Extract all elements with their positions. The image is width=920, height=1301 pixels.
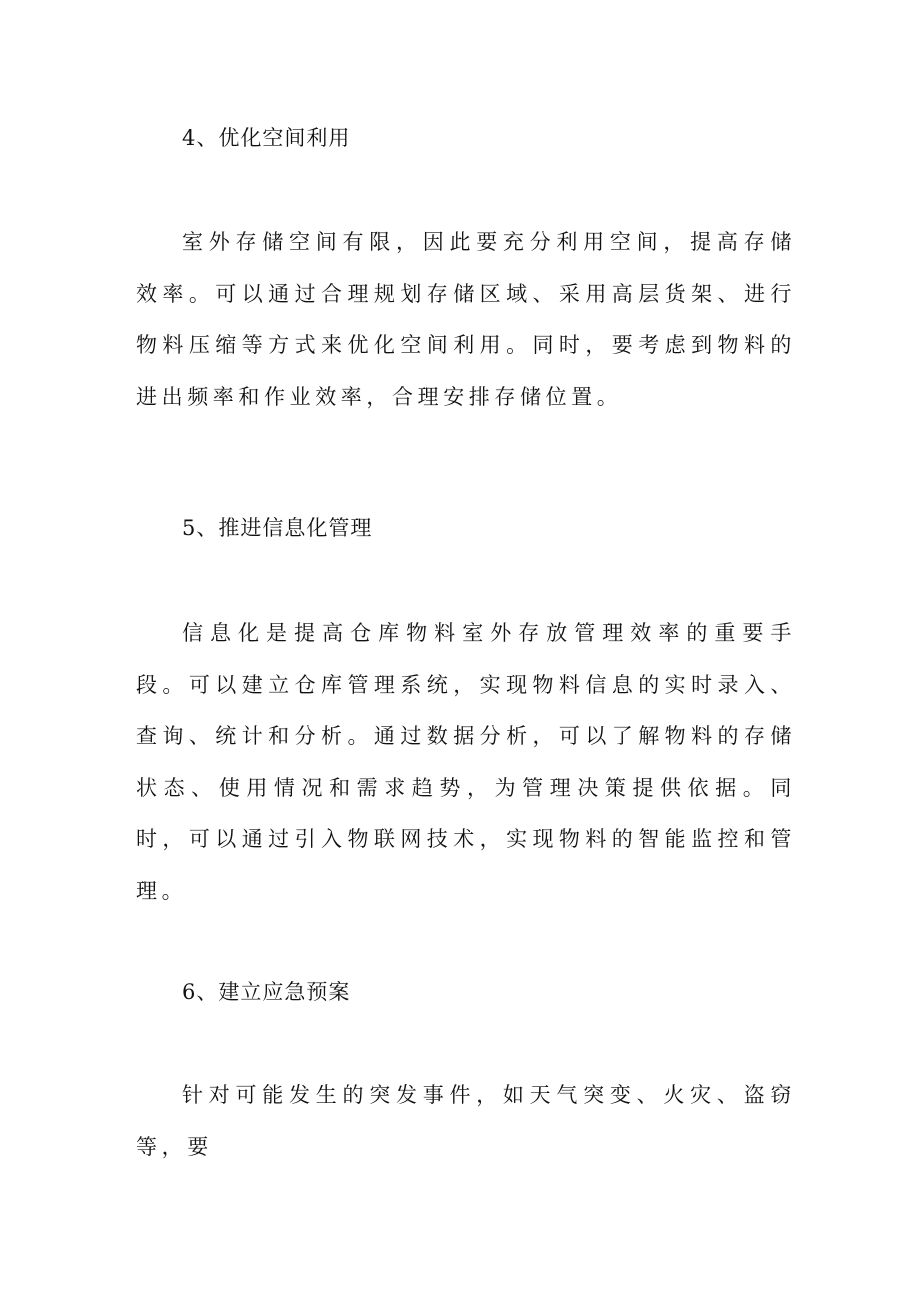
section-paragraph-4: 室外存储空间有限，因此要充分利用空间，提高存储效率。可以通过合理规划存储区域、采用高层货架、进行物料压缩等方式来优化空间利用。同时，要考虑到物料的进出频率和作业效率，合理安排存储位置。 [136, 230, 796, 409]
section-heading-5: 5、推进信息化管理 [182, 516, 373, 540]
section-paragraph-6: 针对可能发生的突发事件，如天气突变、火灾、盗窃等，要 [136, 1083, 796, 1159]
section-heading-6: 6、建立应急预案 [182, 980, 351, 1004]
section-paragraph-5: 信息化是提高仓库物料室外存放管理效率的重要手段。可以建立仓库管理系统，实现物料信息的实时录入、查询、统计和分析。通过数据分析，可以了解物料的存储状态、使用情况和需求趋势，为管理决策提供依据。同时，可以通过引入物联网技术，实现物料的智能监控和管理。 [136, 621, 796, 903]
section-heading-4: 4、优化空间利用 [182, 126, 351, 150]
